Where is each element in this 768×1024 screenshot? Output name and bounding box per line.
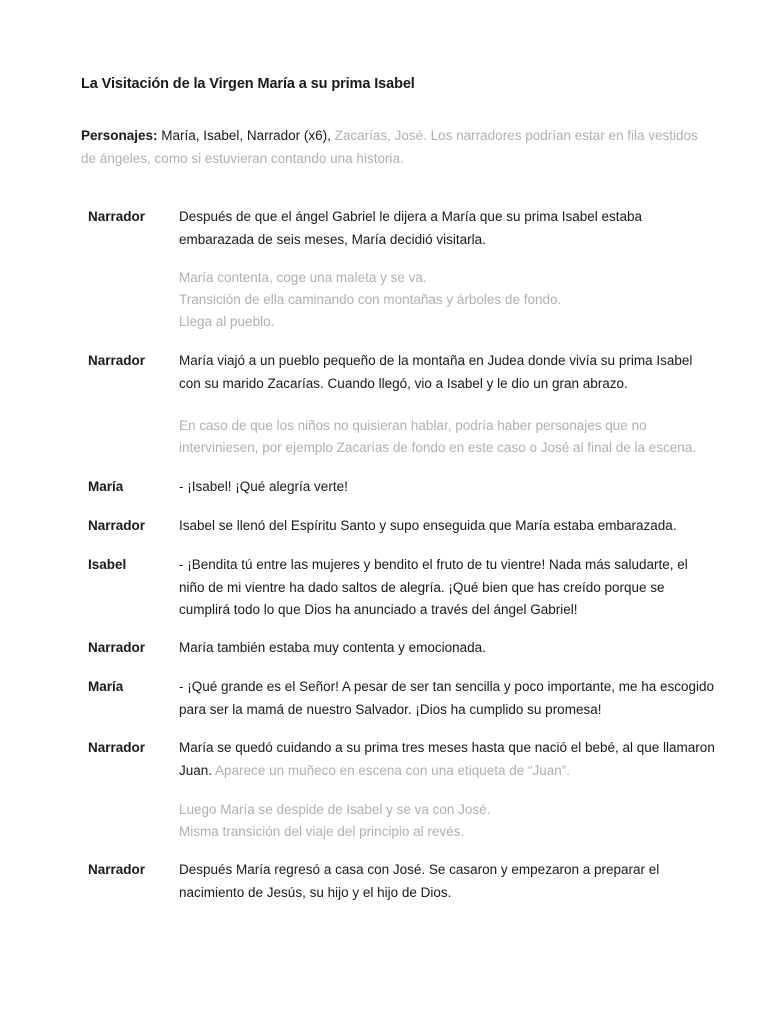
speaker-name: Narrador [88, 640, 146, 655]
dialogue-text: Después de que el ángel Gabriel le dijera a María que su prima Isabel estaba embarazada de seis meses, María decidió visitarla. [179, 209, 643, 247]
dialogue-text: Después María regresó a casa con José. Se casaron y empezaron a preparar el nacimiento de Jesús, su hijo y el hijo de Dios. [179, 862, 660, 900]
speaker-name: Narrador [88, 209, 146, 224]
stage-note [179, 267, 715, 333]
characters-names: María, Isabel, Narrador (x6), [157, 128, 331, 143]
speaker-name: María [88, 479, 124, 494]
dialogue-text: María viajó a un pueblo pequeño de la montaña en Judea donde vivía su prima Isabel con su marido Zacarías. Cuando llegó, vio a Isabel y le dio un gran abrazo. [179, 353, 693, 391]
page-title: La Visitación de la Virgen María a su prima Isabel [81, 76, 415, 92]
characters-label: Personajes: [81, 128, 158, 143]
stage-note [179, 799, 715, 843]
speaker-name: Narrador [88, 862, 146, 877]
stage-note [179, 415, 715, 459]
dialogue-text: Isabel se llenó del Espíritu Santo y supo enseguida que María estaba embarazada. [179, 518, 677, 533]
stage-note-line: Luego María se despide de Isabel y se va con José. [179, 802, 491, 817]
stage-note-line: Transición de ella caminando con montañas y árboles de fondo. [179, 292, 562, 307]
speaker-name: Isabel [88, 557, 127, 572]
stage-note-line: Llega al pueblo. [179, 314, 275, 329]
speaker-name: María [88, 679, 124, 694]
stage-note-line: Misma transición del viaje del principio al revés. [179, 824, 465, 839]
dialogue-text: - ¡Isabel! ¡Qué alegría verte! [179, 479, 348, 494]
inline-stage-note: Aparece un muñeco en escena con una etiqueta de “Juan”. [212, 762, 571, 778]
dialogue-text: - ¡Bendita tú entre las mujeres y bendito el fruto de tu vientre! Nada más saludarte, el niño de mi vientre ha dado saltos de alegría. ¡Qué bien que has creído porque se cumplirá todo lo que Dios ha anunciado a través del ángel Gabriel! [179, 557, 688, 617]
characters-paragraph [81, 124, 701, 170]
stage-note-line: interviniesen, por ejemplo Zacarías de fondo en este caso o José al final de la escena. [179, 440, 697, 455]
stage-note-line: María contenta, coge una maleta y se va. [179, 270, 427, 285]
dialogue-text-main: María se quedó cuidando a su prima tres meses hasta que nació el bebé, al que llamaron Juan. [179, 740, 715, 778]
characters-note: Zacarías, José. Los narradores podrían estar en fila vestidos de ángeles, como si estuvieran contando una historia. [81, 128, 698, 166]
dialogue-text: - ¡Qué grande es el Señor! A pesar de ser tan sencilla y poco importante, me ha escogido para ser la mamá de nuestro Salvador. ¡Dios ha cumplido su promesa! [179, 679, 715, 717]
speaker-name: Narrador [88, 518, 146, 533]
speaker-name: Narrador [88, 740, 146, 755]
dialogue-text [179, 737, 715, 782]
speaker-name: Narrador [88, 353, 146, 368]
stage-note-line: En caso de que los niños no quisieran hablar, podría haber personajes que no [179, 418, 647, 433]
dialogue-text: María también estaba muy contenta y emocionada. [179, 640, 486, 655]
